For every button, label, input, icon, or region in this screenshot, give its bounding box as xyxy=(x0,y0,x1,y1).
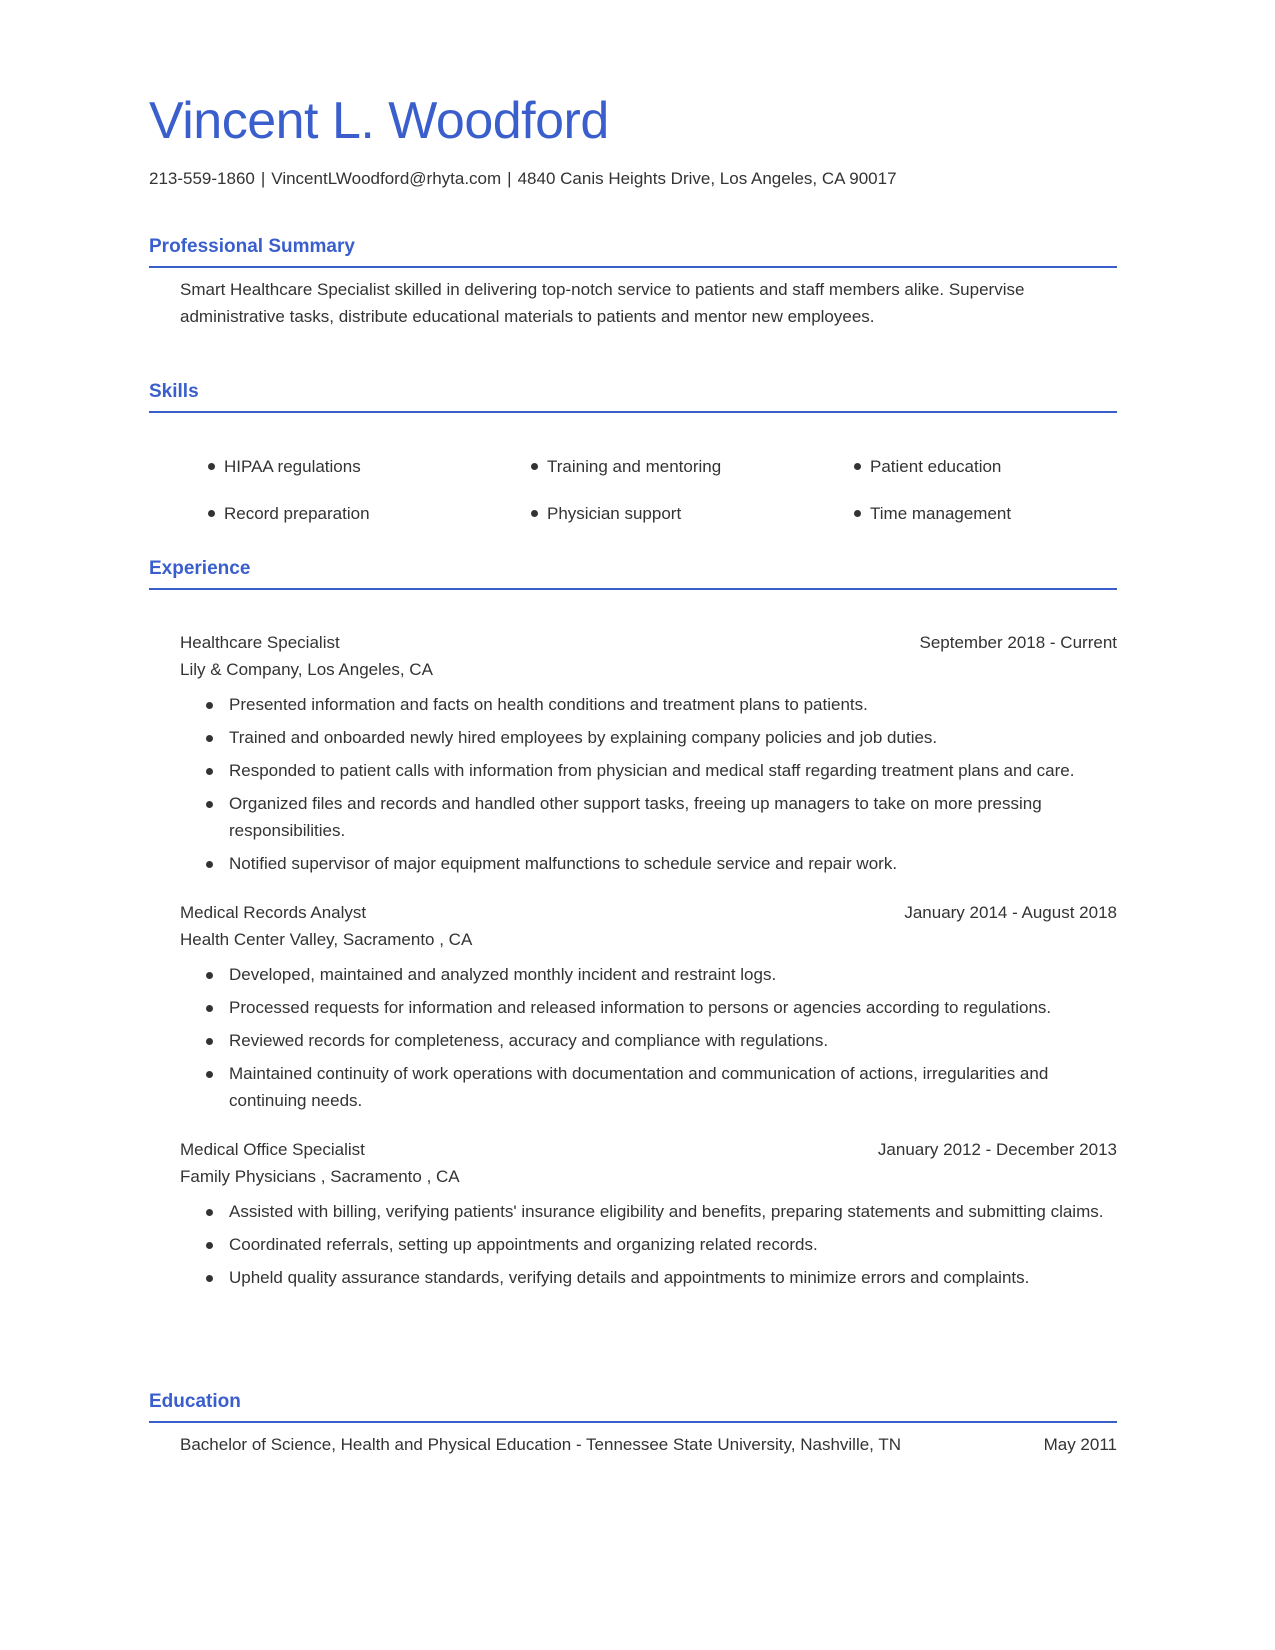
professional-summary: Smart Healthcare Specialist skilled in delivering top-notch service to patients and staff members alike. Supervise administrative tasks, distribute educational materials to patients and mentor new employees. xyxy=(180,280,1025,326)
skills-list xyxy=(208,453,1108,527)
section-title-summary: Professional Summary xyxy=(149,234,1117,268)
job-entry xyxy=(180,1136,1117,1297)
email-address: VincentLWoodford@rhyta.com xyxy=(271,169,502,188)
list-item xyxy=(180,961,1117,988)
skill-item xyxy=(531,500,854,527)
bullet-icon xyxy=(854,510,861,517)
skill-label: Physician support xyxy=(547,504,682,523)
job-header xyxy=(180,899,1117,926)
skill-label: HIPAA regulations xyxy=(224,457,361,476)
phone-number: 213-559-1860 xyxy=(149,169,255,188)
skill-label: Record preparation xyxy=(224,504,370,523)
bullet-icon xyxy=(206,768,213,775)
bullet-text: Notified supervisor of major equipment malfunctions to schedule service and repair work. xyxy=(229,854,898,873)
bullet-text: Trained and onboarded newly hired employees by explaining company policies and job duties. xyxy=(229,728,938,747)
job-entry xyxy=(180,629,1117,883)
job-header xyxy=(180,1136,1117,1163)
bullet-text: Assisted with billing, verifying patients' insurance eligibility and benefits, preparing statements and submitting claims. xyxy=(229,1202,1104,1221)
bullet-text: Coordinated referrals, setting up appointments and organizing related records. xyxy=(229,1235,818,1254)
bullet-icon xyxy=(531,510,538,517)
job-dates: September 2018 - Current xyxy=(919,633,1117,652)
bullet-icon xyxy=(208,463,215,470)
contact-separator: | xyxy=(260,169,266,188)
job-header xyxy=(180,629,1117,656)
list-item xyxy=(180,691,1117,718)
bullet-icon xyxy=(206,1005,213,1012)
bullet-icon xyxy=(206,1275,213,1282)
home-address: 4840 Canis Heights Drive, Los Angeles, CA 90017 xyxy=(517,169,897,188)
skill-item xyxy=(531,453,854,480)
candidate-name: Vincent L. Woodford xyxy=(149,92,609,150)
bullet-text: Developed, maintained and analyzed monthly incident and restraint logs. xyxy=(229,965,777,984)
bullet-text: Organized files and records and handled other support tasks, freeing up managers to take on more pressing responsibilities. xyxy=(229,794,1042,840)
job-bullet-list xyxy=(180,691,1117,877)
contact-separator: | xyxy=(507,169,512,188)
bullet-icon xyxy=(208,510,215,517)
section-title-experience: Experience xyxy=(149,556,1117,590)
section-title-skills: Skills xyxy=(149,379,1117,413)
bullet-icon xyxy=(854,463,861,470)
job-bullet-list xyxy=(180,1198,1117,1291)
list-item xyxy=(180,1198,1117,1225)
job-dates: January 2012 - December 2013 xyxy=(877,1140,1117,1159)
bullet-icon xyxy=(206,972,213,979)
bullet-text: Responded to patient calls with information from physician and medical staff regarding treatment plans and care. xyxy=(229,761,1075,780)
job-title: Healthcare Specialist xyxy=(180,633,340,652)
skill-item xyxy=(208,453,531,480)
bullet-text: Upheld quality assurance standards, verifying details and appointments to minimize errors and complaints. xyxy=(229,1268,1030,1287)
list-item xyxy=(180,1264,1117,1291)
bullet-icon xyxy=(206,801,213,808)
skill-item xyxy=(854,453,1108,480)
job-company: Lily & Company, Los Angeles, CA xyxy=(180,660,433,679)
job-title: Medical Records Analyst xyxy=(180,903,367,922)
job-bullet-list xyxy=(180,961,1117,1114)
skill-label: Time management xyxy=(870,504,1012,523)
bullet-text: Processed requests for information and released information to persons or agencies according to regulations. xyxy=(229,998,1052,1017)
job-dates: January 2014 - August 2018 xyxy=(904,903,1117,922)
list-item xyxy=(180,1060,1117,1114)
list-item xyxy=(180,850,1117,877)
bullet-icon xyxy=(206,702,213,709)
education-entry xyxy=(180,1431,1117,1458)
bullet-icon xyxy=(206,1038,213,1045)
bullet-text: Reviewed records for completeness, accuracy and compliance with regulations. xyxy=(229,1031,829,1050)
job-company: Family Physicians , Sacramento , CA xyxy=(180,1167,460,1186)
skill-item xyxy=(208,500,531,527)
list-item xyxy=(180,1231,1117,1258)
list-item xyxy=(180,1027,1117,1054)
bullet-text: Presented information and facts on health conditions and treatment plans to patients. xyxy=(229,695,868,714)
bullet-icon xyxy=(531,463,538,470)
section-title-education: Education xyxy=(149,1389,1117,1423)
bullet-icon xyxy=(206,861,213,868)
skill-label: Training and mentoring xyxy=(547,457,722,476)
list-item xyxy=(180,757,1117,784)
job-title: Medical Office Specialist xyxy=(180,1140,365,1159)
list-item xyxy=(180,724,1117,751)
list-item xyxy=(180,994,1117,1021)
education-date: May 2011 xyxy=(1043,1435,1117,1454)
bullet-text: Maintained continuity of work operations with documentation and communication of actions, irregularities and continuing needs. xyxy=(229,1064,1049,1110)
job-company: Health Center Valley, Sacramento , CA xyxy=(180,930,473,949)
list-item xyxy=(180,790,1117,844)
bullet-icon xyxy=(206,1242,213,1249)
bullet-icon xyxy=(206,1071,213,1078)
skill-label: Patient education xyxy=(870,457,1002,476)
contact-line xyxy=(149,167,897,191)
bullet-icon xyxy=(206,735,213,742)
skill-item xyxy=(854,500,1108,527)
job-entry xyxy=(180,899,1117,1120)
education-degree: Bachelor of Science, Health and Physical Education - Tennessee State University, Nashville, TN xyxy=(180,1435,901,1454)
bullet-icon xyxy=(206,1209,213,1216)
